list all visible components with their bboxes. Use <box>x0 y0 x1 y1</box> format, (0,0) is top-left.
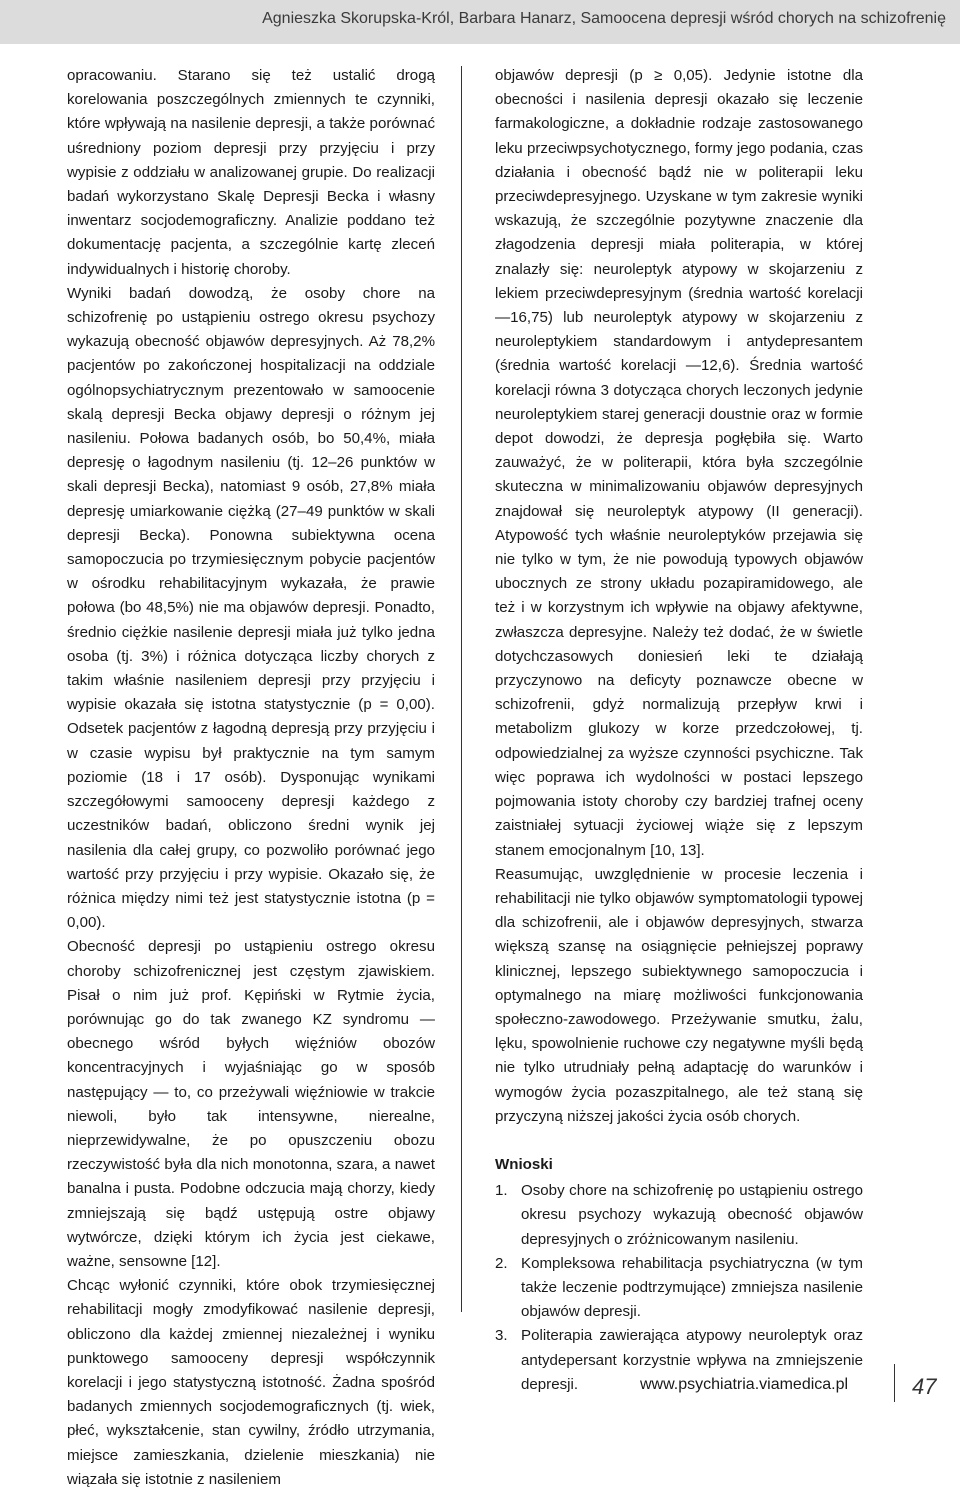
paragraph: Chcąc wyłonić czynniki, które obok trzymiesięcznej rehabilitacji mogły zmodyfikować nasilenie depresji, obliczono dla każdej zmiennej niezależnej i wyniku punktowego samooceny depresji współczynnik korelacji i jego statystyczną istotność. Żadna spośród badanych zmiennych socjodemograficznych (tj. wiek, płeć, wykształcenie, stan cywilny, źródło utrzymania, miejsce zamieszkania, dzielenie mieszkania) nie wiązała się istotnie z nasileniem <box>67 1277 435 1488</box>
list-item-text: Kompleksowa rehabilitacja psychiatryczna (w tym także leczenie podtrzymujące) zmniejsza nasilenie objawów depresji. <box>521 1254 863 1321</box>
running-header-text <box>262 10 946 28</box>
conclusions-list <box>495 1179 863 1397</box>
left-column <box>67 64 435 1492</box>
list-item-number: 1. <box>495 1182 508 1200</box>
list-item-number: 2. <box>495 1254 508 1272</box>
paragraph: opracowaniu. Starano się też ustalić drogą korelowania poszczególnych zmiennych te czynniki, które wpływają na nasilenie depresji, a także porównać uśredniony poziom depresji przy przyjęciu i przy wypisie z oddziału w analizowanej grupie. Do realizacji badań wykorzystano Skalę Depresji Becka i własny inwentarz socjodemograficzny. Analizie poddano też dokumentację pacjenta, a szczególnie kartę zleceń indywidualnych i historię choroby. <box>67 67 435 278</box>
paragraph: Reasumując, uwzględnienie w procesie leczenia i rehabilitacji nie tylko objawów symptomatologii typowej dla schizofrenii, ale i objawów depresyjnych, stwarza większą szansę na osiągnięcie pełniejszej poprawy klinicznej, lepszego subiektywnego samopoczucia i optymalnego na miarę możliwości funkcjonowania społeczno-zawodowego. Przeżywanie smutku, żalu, lęku, spowolnienie ruchowe czy negatywne myśli będą nie tylko utrudniały pełną adaptację do warunków i wymogów życia pozaszpitalnego, ale też staną się przyczyną niższej jakości życia osób chorych. <box>495 865 863 1125</box>
section-heading-conclusions: Wnioski <box>495 1155 553 1173</box>
paragraph: Wyniki badań dowodzą, że osoby chore na schizofrenię po ustąpieniu ostrego okresu psychozy wykazują obecność objawów depresyjnych. Aż 78,2% pacjentów po zakończonej hospitalizacji na oddziale ogólnopsychiatrycznym prezentowało w samoocenie skalą depresji Becka objawy depresji o różnym jej nasileniu. Połowa badanych osób, bo 50,4%, miała depresję o łagodnym nasileniu (tj. 12–26 punktów w skali depresji Becka), natomiast 9 osób, 27,8% miała depresję umiarkowanie ciężką (27–49 punktów w skali depresji Becka). Ponowna subiektywna ocena samopoczucia po trzymiesięcznym pobycie pacjentów w ośrodku rehabilitacyjnym wykazała, że prawie połowa (bo 48,5%) nie ma objawów depresji. Ponadto, średnio ciężkie nasilenie depresji miała już tylko jedna osoba (tj. 3%) i różnica dotycząca liczby chorych z takim właśnie nasileniem depresji przy przyjęciu i wypisie okazała się istotna statystycznie (p = 0,00). Odsetek pacjentów z łagodną depresją przy przyjęciu i w czasie wypisu był praktycznie na tym samym poziomie (18 i 17 osób). Dysponując wynikami szczegółowymi samooceny depresji każdego z uczestników badań, obliczono średni wynik jej nasilenia dla całej grupy, co pozwoliło porównać jego wartość przy przyjęciu i przy wypisie. Okazało się, że różnica między nimi też jest statystycznie istotna (p = 0,00). <box>67 284 435 932</box>
list-item-text: Osoby chore na schizofrenię po ustąpieniu ostrego okresu psychozy wykazują obecność objawów depresyjnych o zróżnicowanym nasileniu. <box>521 1182 863 1248</box>
right-column <box>495 64 863 1397</box>
list-item-number: 3. <box>495 1327 508 1345</box>
column-divider <box>461 66 462 1312</box>
paragraph: Obecność depresji po ustąpieniu ostrego okresu choroby schizofrenicznej jest częstym zjawiskiem. Pisał o nim już prof. Kępiński w Rytmie życia, porównując go do tak zwanego KZ syndromu — obecnego wśród byłych więźniów obozów koncentracyjnych i wyjaśniając go w sposób następujący — to, co przeżywali więźniowie w trakcie niewoli, było tak intensywne, nierealne, nieprzewidywalne, że po opuszczeniu obozu rzeczywistość była dla nich monotonna, szara, a nawet banalna i pusta. Podobne odczucia mają chorzy, kiedy zmniejszają się bądź ustępują ostre objawy wytwórcze, dzięki którym ich życia jest ciekawe, ważne, sensowne [12]. <box>67 938 435 1270</box>
footer-divider <box>894 1364 895 1402</box>
running-header <box>0 0 960 44</box>
page-number: 47 <box>912 1374 937 1399</box>
list-item <box>495 1179 863 1252</box>
journal-url: www.psychiatria.viamedica.pl <box>640 1376 849 1393</box>
header-article-title: Samoocena depresji wśród chorych na schizofrenię <box>580 10 946 27</box>
paragraph: objawów depresji (p ≥ 0,05). Jedynie istotne dla obecności i nasilenia depresji okazało się leczenie farmakologiczne, a dokładnie rodzaje zastosowanego leku przeciwpsychotycznego, formy jego podania, czas działania i obecność bądź nie w politerapii leku przeciwdepresyjnego. Uzyskane w tym zakresie wyniki wskazują, że szczególnie pozytywne znaczenie dla złagodzenia depresji miała politerapia, w której znalazły się: neuroleptyk atypowy w skojarzeniu z lekiem przeciwdepresyjnym (średnia wartość korelacji —16,75) lub neuroleptyk atypowy w skojarzeniu z neuroleptykiem standardowym i antydepresantem (średnia wartość korelacji —12,6). Średnia wartość korelacji równa 3 dotycząca chorych leczonych jedynie neuroleptykiem starej generacji doustnie oraz w formie depot dowodzi, że depresja pogłębiła się. Warto zauważyć, że w politerapii, która była szczególnie skuteczna w minimalizowaniu objawów depresyjnych znajdował się neuroleptyk atypowy (II generacji). Atypowość tych właśnie neuroleptyków przejawia się nie tylko w tym, że nie powodują typowych objawów ubocznych ze strony układu pozapiramidowego, ale też i w korzystnym ich wpływie na objawy afektywne, zwłaszcza depresyjne. Należy też dodać, że w świetle dotychczasowych doniesień leki te działają przyczynowo na deficyty poznawcze obecne w schizofrenii, gdyż normalizują przepływ krwi i metabolizm glukozy w korze przedczołowej, tj. odpowiedzialnej za wyższe czynności psychiczne. Tak więc poprawa ich wydolności w postaci lepszego pojmowania istoty choroby czy bardziej trafnej oceny zaistniałej sytuacji życiowej wiąże się z lepszym stanem emocjonalnym [10, 13]. <box>495 67 863 859</box>
list-item-text: Politerapia zawierająca atypowy neuroleptyk oraz antydepersant korzystnie wpływa na zmniejszenie depresji. <box>521 1327 863 1393</box>
header-authors: Agnieszka Skorupska-Król, Barbara Hanarz, <box>262 10 581 27</box>
list-item <box>495 1252 863 1325</box>
